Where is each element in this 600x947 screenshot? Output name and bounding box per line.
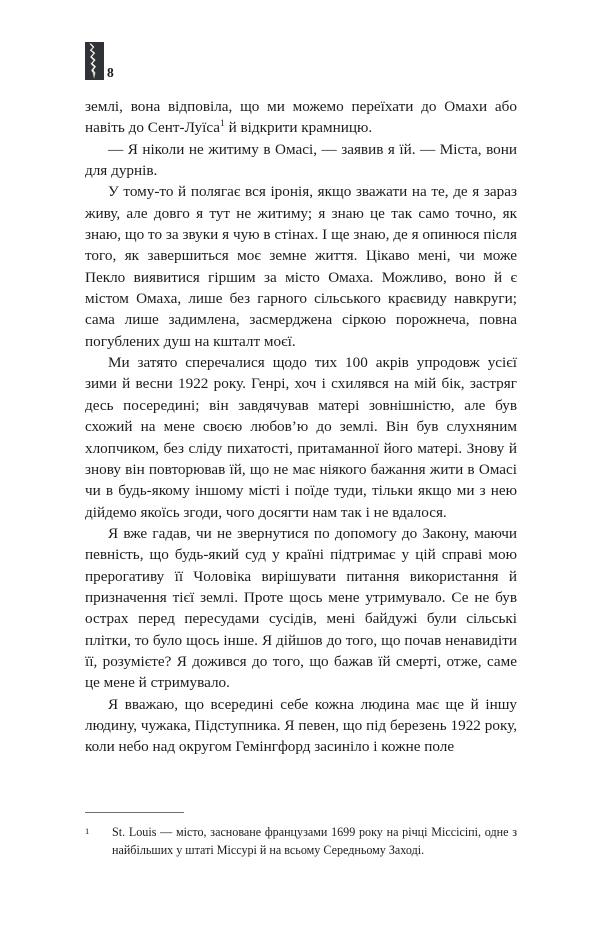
page-number: 8 [107, 64, 114, 80]
paragraph: Ми затято сперечалися щодо тих 100 акрів упродовж усієї зими й весни 1922 року. Генрі, хоч і схилявся на мій бік, застряг десь посередині; він завдячував матері зовнішністю, але був схожий на мене своєю любов’ю до землі. Він був слухняним хлопчиком, без сліду пихатості, притаманної його матері. Знову й знову він повторював їй, що не має ніякого бажання жити в Омасі чи в будь-якому іншому місті і поїде туди, тільки якщо ми з нею дійдемо якоїсь згоди, чого досягти нам так і не вдалося. [85, 354, 517, 521]
body-text [85, 96, 517, 758]
footnote [85, 824, 517, 859]
paragraph [85, 96, 517, 139]
footnote-area [85, 812, 517, 859]
paragraph: Я вже гадав, чи не звернутися по допомогу до Закону, маючи певність, що будь-який суд у країні підтримає у цій справі мою прерогативу її Чоловіка вирішувати питання використання й призначення тієї землі. Проте щось мене утримувало. Се не був острах перед пересудами сусідів, мені байдужі були сільські плітки, то було щось інше. Я дійшов до того, що почав ненавидіти її, розумієте? Я дожився до того, що бажав їй смерті, отже, саме це мене й стримувало. [85, 524, 517, 692]
running-head [85, 40, 114, 80]
footnote-reference[interactable]: 1 [220, 119, 225, 130]
paragraph-text: землі, вона відповіла, що ми можемо переїхати до Омахи або навіть до Сент-Луїса [85, 98, 517, 137]
paragraph-text-tail: й відкрити крамницю. [224, 119, 373, 137]
footnote-separator-rule [85, 812, 184, 813]
paragraph: У тому-то й полягає вся іронія, якщо зважати на те, де я зараз живу, але довго я тут не житиму; я знаю це так само точно, як знаю, що то за звуки я чую в стінах. І ще знаю, де я опинюся після того, як завершиться моє земне життя. Цікаво мені, чи може Пекло виявитися гіршим за місто Омаха. Можливо, воно й є містом Омаха, лише без гарного сільського краєвиду навкруги; сама лише задимлена, засмерджена сіркою порожнеча, повна погублених душ на кшталт моєї. [85, 183, 517, 350]
paragraph: — Я ніколи не житиму в Омасі, — заявив я їй. — Міста, вони для дурнів. [85, 140, 517, 180]
lightning-bolt-ornament-icon [85, 42, 104, 80]
footnote-text: St. Louis — місто, засноване французами 1699 року на річці Міссісіпі, одне з найбільших у штаті Міссурі й на всьому Середньому Заході. [112, 825, 517, 857]
paragraph: Я вважаю, що всередині себе кожна людина має ще й іншу людину, чужака, Підступника. Я певен, що під березень 1922 року, коли небо над округом Гемінгфорд засиніло і кожне поле [85, 695, 517, 756]
footnote-marker: 1 [85, 826, 90, 836]
